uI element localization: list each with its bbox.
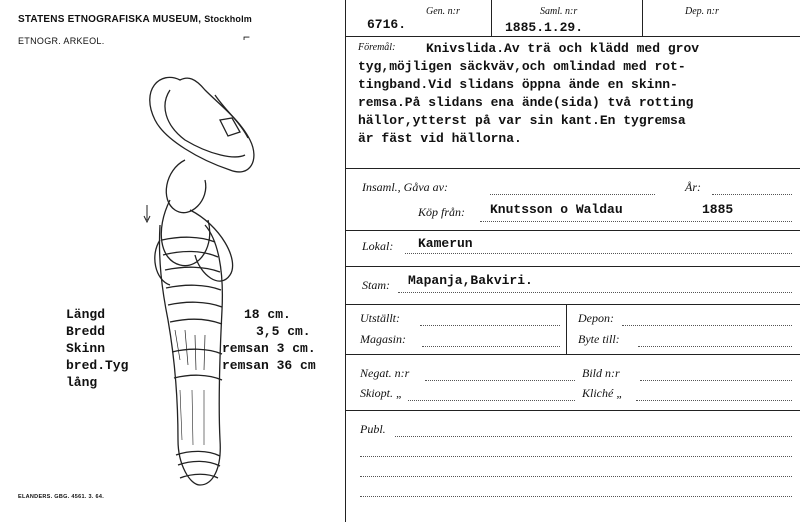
dotted-line: [360, 476, 792, 477]
kop-label: Köp från:: [418, 205, 466, 219]
dep-nr-label: Dep. n:r: [685, 6, 719, 17]
museum-name: STATENS ETNOGRAFISKA MUSEUM,: [18, 14, 202, 25]
dotted-line: [395, 436, 792, 437]
grid-line: [491, 0, 492, 36]
description-line: är fäst vid hällorna.: [358, 131, 522, 146]
utstallt-label: Utställt:: [360, 311, 401, 325]
museum-city: Stockholm: [204, 14, 252, 24]
dotted-line: [490, 194, 655, 195]
depon-label: Depon:: [578, 311, 614, 325]
grid-line: [345, 266, 800, 267]
measurements-labels: [66, 306, 128, 391]
dotted-line: [360, 456, 792, 457]
dotted-line: [480, 221, 792, 222]
magasin-label: Magasin:: [360, 332, 406, 346]
bild-label: Bild n:r: [582, 366, 620, 380]
foremal-label: Föremål:: [358, 42, 396, 53]
knife-sheath-drawing-icon: [100, 60, 270, 490]
dotted-line: [638, 346, 792, 347]
kliche-label: Kliché „: [582, 386, 623, 400]
grid-line: [345, 168, 800, 169]
measure-cloth-value: remsan 36 cm: [222, 358, 316, 373]
measure-width-value: 3,5 cm.: [256, 324, 311, 339]
negat-label: Negat. n:r: [360, 366, 410, 380]
saml-nr-value: 1885.1.29.: [505, 20, 584, 35]
museum-title: [18, 14, 252, 25]
dotted-line: [712, 194, 792, 195]
dotted-line: [425, 380, 575, 381]
dotted-line: [636, 400, 792, 401]
lokal-value: Kamerun: [418, 236, 473, 251]
dotted-line: [408, 400, 575, 401]
description-line: Knivslida.Av trä och klädd med grov: [426, 41, 700, 56]
stam-label: Stam:: [362, 278, 390, 292]
grid-line: [345, 354, 800, 355]
dotted-line: [398, 292, 792, 293]
ar-label: År:: [685, 180, 701, 194]
measure-length-value: 18 cm.: [244, 307, 291, 322]
department-label: ETNOGR. ARKEOL.: [18, 36, 105, 46]
grid-line: [345, 36, 800, 37]
grid-line: [345, 410, 800, 411]
dotted-line: [640, 380, 792, 381]
description-line: remsa.På slidans ena ände(sida) två rotting: [358, 95, 694, 110]
saml-nr-label: Saml. n:r: [540, 6, 578, 17]
measure-label: bred.Tyg: [66, 358, 129, 373]
grid-line: [566, 304, 567, 354]
insaml-label: Insaml., Gåva av:: [362, 180, 448, 194]
skiopt-label: Skiopt. „: [360, 386, 403, 400]
dotted-line: [422, 346, 560, 347]
grid-line: [345, 230, 800, 231]
card-divider: [345, 0, 346, 522]
grid-line: [642, 0, 643, 36]
dotted-line: [405, 253, 792, 254]
byte-label: Byte till:: [578, 332, 620, 346]
gen-nr-value: 6716.: [367, 17, 407, 32]
dotted-line: [622, 325, 792, 326]
description-line: tingband.Vid slidans öppna ände en skinn-: [358, 77, 678, 92]
measure-label: Bredd: [66, 324, 106, 339]
measure-skin-value: remsan 3 cm.: [222, 341, 316, 356]
printer-imprint: ELANDERS. GBG. 4561. 3. 64.: [18, 494, 105, 500]
pencil-mark: ⌐: [243, 30, 251, 44]
description-line: tyg,möjligen säckväv,och omlindad med rot-: [358, 59, 686, 74]
measure-label: lång: [66, 375, 98, 390]
stam-value: Mapanja,Bakviri.: [408, 273, 533, 288]
dotted-line: [360, 496, 792, 497]
description-line: hällor,ytterst på var sin kant.En tygremsa: [358, 113, 686, 128]
lokal-label: Lokal:: [362, 239, 394, 253]
gen-nr-label: Gen. n:r: [426, 6, 460, 17]
publ-label: Publ.: [360, 422, 386, 436]
measure-label: Skinn: [66, 341, 106, 356]
measure-label: Längd: [66, 307, 106, 322]
description: [358, 40, 699, 148]
grid-line: [345, 304, 800, 305]
kop-year: 1885: [702, 202, 734, 217]
dotted-line: [420, 325, 560, 326]
kop-value: Knutsson o Waldau: [490, 202, 623, 217]
